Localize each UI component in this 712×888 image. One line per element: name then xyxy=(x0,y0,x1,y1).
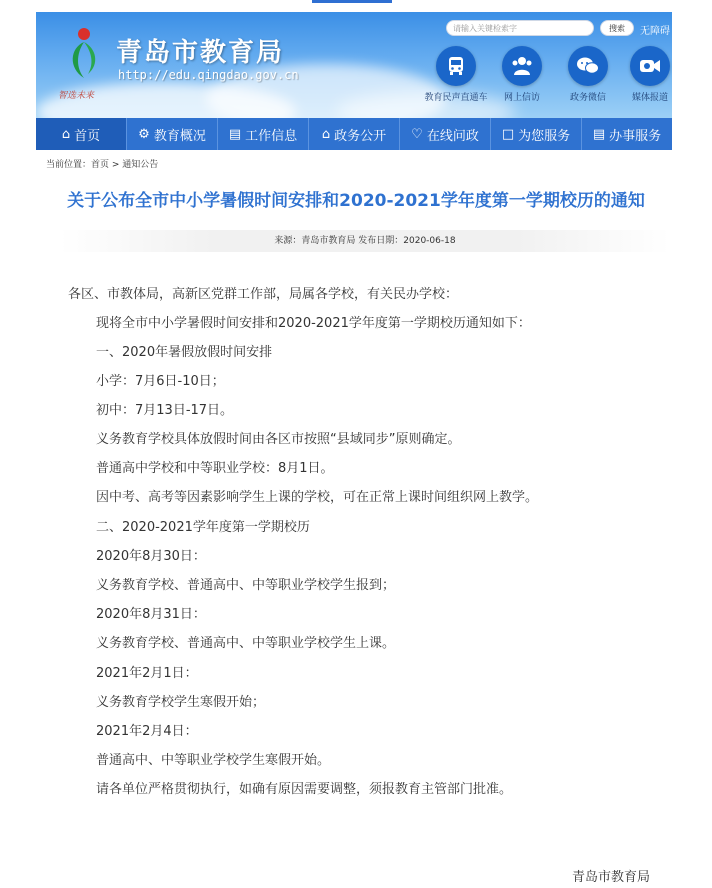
site-logo-icon[interactable] xyxy=(66,24,102,84)
people-icon xyxy=(502,46,542,86)
nav-item-label: 教育概况 xyxy=(153,128,206,144)
home-icon: ⌂ xyxy=(61,126,71,142)
main-nav xyxy=(36,118,672,150)
nav-item-label: 首页 xyxy=(74,128,101,144)
article-meta: 来源：青岛市教育局 发布日期：2020-06-18 xyxy=(60,230,670,252)
nav-item-label: 为您服务 xyxy=(518,128,571,144)
logo-slogan: 智选未来 xyxy=(58,91,95,101)
article-paragraph: 请各单位严格贯彻执行，如确有原因需要调整，须报教育主管部门批准。 xyxy=(96,782,513,797)
nav-item-label: 办事服务 xyxy=(609,128,662,144)
article-paragraph: 初中：7月13日-17日。 xyxy=(96,403,234,418)
article-paragraph: 2021年2月1日： xyxy=(96,666,198,681)
lock-icon: ⌂ xyxy=(321,126,331,142)
wechat-icon xyxy=(568,46,608,86)
quick-link-label: 媒体报道 xyxy=(631,93,668,103)
article-paragraph: 普通高中学校和中等职业学校：8月1日。 xyxy=(96,461,334,476)
quick-link-label: 教育民声直通车 xyxy=(424,93,488,103)
article-paragraph: 义务教育学校学生寒假开始； xyxy=(96,695,266,710)
bus-icon xyxy=(436,46,476,86)
nav-item-label: 在线问政 xyxy=(426,128,479,144)
heart-icon: ♡ xyxy=(411,126,423,142)
article-paragraph: 义务教育学校、普通高中、中等职业学校学生上课。 xyxy=(96,636,396,651)
article-title: 关于公布全市中小学暑假时间安排和2020-2021学年度第一学期校历的通知 xyxy=(67,191,645,211)
article-paragraph: 普通高中、中等职业学校学生寒假开始。 xyxy=(96,753,331,768)
quick-link-wechat[interactable] xyxy=(556,46,620,103)
newspaper-icon: ▤ xyxy=(228,126,242,142)
nav-item-label: 政务公开 xyxy=(334,128,387,144)
nav-item-overview[interactable] xyxy=(127,118,218,150)
article-paragraph: 因中考、高考等因素影响学生上课的学校，可在正常上课时间组织网上教学。 xyxy=(96,490,539,505)
article-signature: 青岛市教育局 xyxy=(572,870,651,885)
search-button[interactable]: 搜索 xyxy=(600,20,634,36)
nav-item-work-info[interactable] xyxy=(218,118,309,150)
nav-item-services[interactable] xyxy=(491,118,582,150)
article-greeting: 各区、市教体局，高新区党群工作部，局属各学校，有关民办学校： xyxy=(68,287,459,302)
nav-item-home[interactable] xyxy=(36,118,127,150)
article-paragraph: 2020年8月30日： xyxy=(96,549,206,564)
quick-link-label: 政务微信 xyxy=(569,93,606,103)
article-paragraph: 二、2020-2021学年度第一学期校历 xyxy=(96,520,310,535)
search-input[interactable]: 请输入关键检索字 xyxy=(446,20,594,36)
nav-item-online-inquiry[interactable] xyxy=(400,118,491,150)
nav-item-affairs[interactable] xyxy=(582,118,672,150)
article-paragraph: 小学：7月6日-10日； xyxy=(96,374,225,389)
site-header xyxy=(36,12,672,118)
quick-link-label: 网上信访 xyxy=(503,93,540,103)
article-paragraph: 义务教育学校具体放假时间由各区市按照“县域同步”原则确定。 xyxy=(96,432,461,447)
document-icon: □ xyxy=(501,126,515,142)
article-paragraph: 2020年8月31日： xyxy=(96,607,206,622)
gear-icon: ⚙ xyxy=(138,126,150,142)
file-icon: ▤ xyxy=(592,126,606,142)
breadcrumb[interactable]: 当前位置：首页 > 通知公告 xyxy=(46,160,159,170)
quick-link-petition[interactable] xyxy=(490,46,554,103)
video-icon xyxy=(630,46,670,86)
quick-link-media[interactable] xyxy=(618,46,672,103)
article-paragraph: 现将全市中小学暑假时间安排和2020-2021学年度第一学期校历通知如下： xyxy=(96,316,531,331)
quick-link-hotline[interactable] xyxy=(424,46,488,103)
site-title[interactable]: 青岛市教育局 xyxy=(116,38,285,68)
nav-item-label: 工作信息 xyxy=(245,128,298,144)
top-accent-bar xyxy=(312,0,392,3)
accessibility-link[interactable]: 无障碍 xyxy=(640,26,670,37)
site-url: http://edu.qingdao.gov.cn xyxy=(118,68,299,82)
article-paragraph: 一、2020年暑假放假时间安排 xyxy=(96,345,273,360)
nav-item-public-affairs[interactable] xyxy=(309,118,400,150)
article-paragraph: 2021年2月4日： xyxy=(96,724,198,739)
article-paragraph: 义务教育学校、普通高中、中等职业学校学生报到； xyxy=(96,578,396,593)
